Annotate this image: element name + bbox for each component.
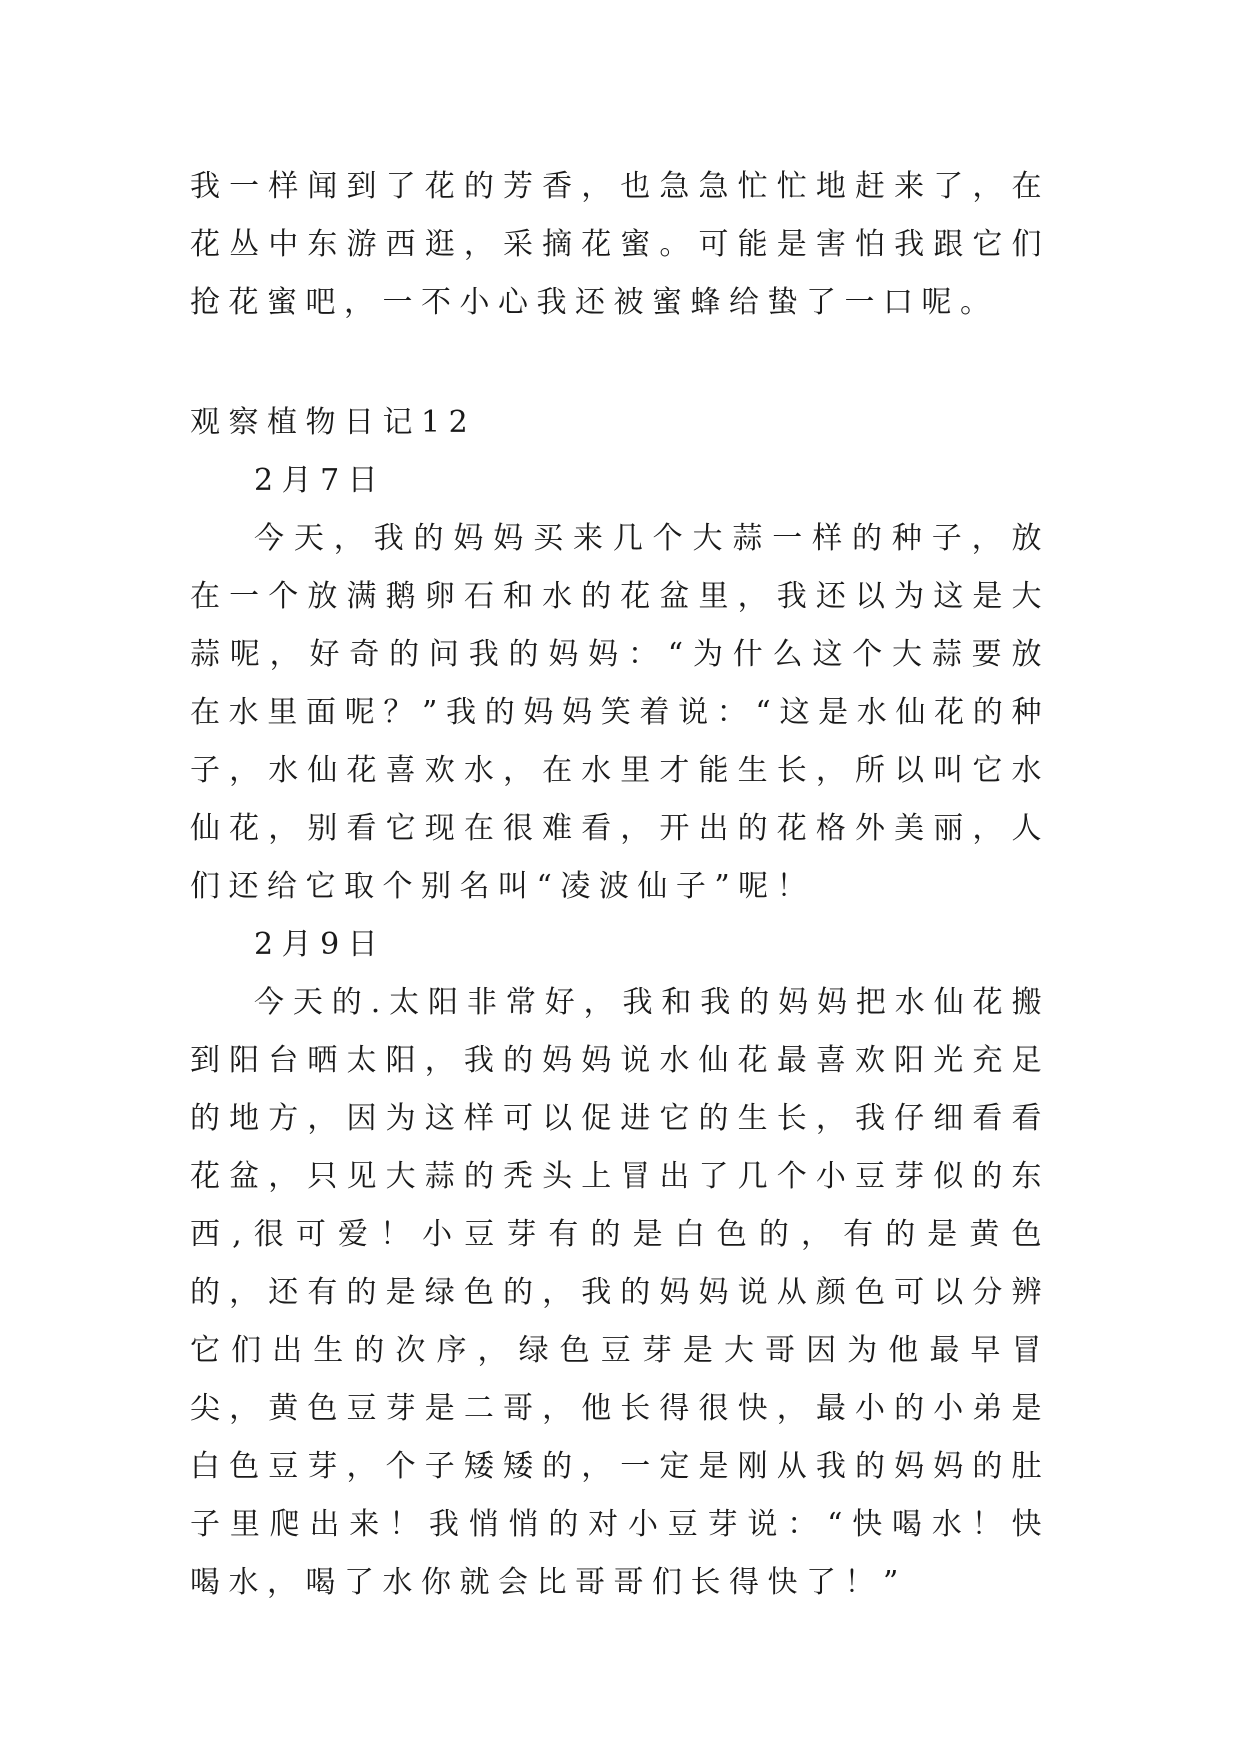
paragraph-gap: [190, 332, 1050, 390]
entry-body: 今天，我的妈妈买来几个大蒜一样的种子，放在一个放满鹅卵石和水的花盆里，我还以为这是大蒜呢，好奇的问我的妈妈：“为什么这个大蒜要放在水里面呢？”我的妈妈笑着说：“这是水仙花的种子，水仙花喜欢水，在水里才能生长，所以叫它水仙花，别看它现在很难看，开出的花格外美丽，人们还给它取个别名叫“凌波仙子”呢！: [190, 521, 1050, 904]
entry-date: 2月9日: [254, 927, 387, 962]
continued-paragraph: 我一样闻到了花的芳香，也急急忙忙地赶来了，在花丛中东游西逛，采摘花蜜。可能是害怕我跟它们抢花蜜吧，一不小心我还被蜜蜂给蛰了一口呢。: [190, 169, 1050, 320]
section-title: 观察植物日记12: [190, 405, 477, 440]
text-column: [190, 158, 1050, 1612]
entry-body: 今天的.太阳非常好，我和我的妈妈把水仙花搬到阳台晒太阳，我的妈妈说水仙花最喜欢阳光充足的地方，因为这样可以促进它的生长，我仔细看看花盆，只见大蒜的秃头上冒出了几个小豆芽似的东西,很可爱！小豆芽有的是白色的，有的是黄色的，还有的是绿色的，我的妈妈说从颜色可以分辨它们出生的次序，绿色豆芽是大哥因为他最早冒尖，黄色豆芽是二哥，他长得很快，最小的小弟是白色豆芽，个子矮矮的，一定是刚从我的妈妈的肚子里爬出来！我悄悄的对小豆芽说：“快喝水！快喝水，喝了水你就会比哥哥们长得快了！”: [190, 985, 1050, 1600]
entry-date: 2月7日: [254, 463, 387, 498]
